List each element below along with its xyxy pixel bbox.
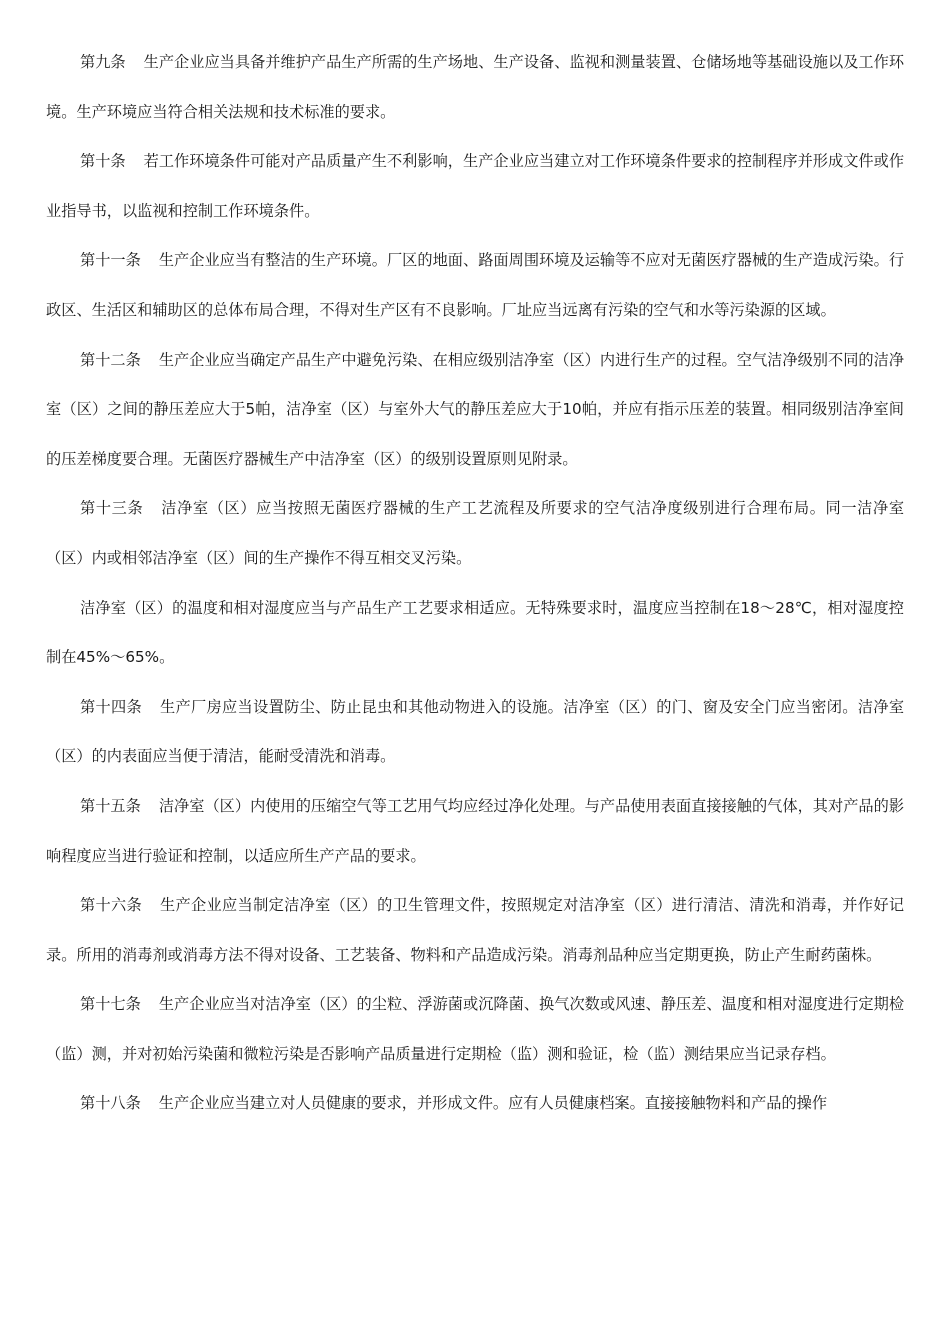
article-number: 第十二条 <box>80 350 141 369</box>
article-text: 洁净室（区）内使用的压缩空气等工艺用气均应经过净化处理。与产品使用表面直接接触的气体，其对产品的影响程度应当进行验证和控制，以适应所生产产品的要求。 <box>46 796 905 865</box>
paragraph-text: 洁净室（区）的温度和相对湿度应当与产品生产工艺要求相适应。无特殊要求时，温度应当控制在18～28℃，相对湿度控制在45%～65%。 <box>46 598 904 667</box>
document-page <box>46 38 904 1129</box>
article-16-paragraph <box>46 881 904 980</box>
article-text: 生产企业应当有整洁的生产环境。厂区的地面、路面周围环境及运输等不应对无菌医疗器械的生产造成污染。行政区、生活区和辅助区的总体布局合理，不得对生产区有不良影响。厂址应当远离有污染的空气和水等污染源的区域。 <box>46 251 905 319</box>
article-number: 第十八条 <box>80 1094 141 1113</box>
article-number: 第十七条 <box>80 995 141 1014</box>
article-9-paragraph <box>46 38 904 137</box>
article-text: 生产厂房应当设置防尘、防止昆虫和其他动物进入的设施。洁净室（区）的门、窗及安全门应当密闭。洁净室（区）的内表面应当便于清洁，能耐受清洗和消毒。 <box>46 697 905 766</box>
article-15-paragraph <box>46 782 904 881</box>
article-17-paragraph <box>46 980 904 1079</box>
temperature-humidity-paragraph <box>46 584 904 683</box>
article-text: 生产企业应当具备并维护产品生产所需的生产场地、生产设备、监视和测量装置、仓储场地等基础设施以及工作环境。生产环境应当符合相关法规和技术标准的要求。 <box>46 53 905 121</box>
article-10-paragraph <box>46 137 904 236</box>
article-number: 第十一条 <box>80 251 141 270</box>
article-11-paragraph <box>46 236 904 335</box>
article-number: 第九条 <box>80 53 126 71</box>
article-text: 生产企业应当对洁净室（区）的尘粒、浮游菌或沉降菌、换气次数或风速、静压差、温度和相对湿度进行定期检（监）测，并对初始污染菌和微粒污染是否影响产品质量进行定期检（监）测和验证，检（监）测结果应当记录存档。 <box>46 995 905 1063</box>
article-number: 第十四条 <box>80 697 143 716</box>
article-text: 生产企业应当确定产品生产中避免污染、在相应级别洁净室（区）内进行生产的过程。空气洁净级别不同的洁净室（区）之间的静压差应大于5帕，洁净室（区）与室外大气的静压差应大于10帕，并应有指示压差的装置。相同级别洁净室间的压差梯度要合理。无菌医疗器械生产中洁净室（区）的级别设置原则见附录。 <box>46 350 905 468</box>
article-number: 第十条 <box>80 152 126 171</box>
article-number: 第十三条 <box>80 499 144 518</box>
article-text: 生产企业应当制定洁净室（区）的卫生管理文件，按照规定对洁净室（区）进行清洁、清洗和消毒，并作好记录。所用的消毒剂或消毒方法不得对设备、工艺装备、物料和产品造成污染。消毒剂品种应当定期更换，防止产生耐药菌株。 <box>46 896 905 964</box>
article-14-paragraph <box>46 683 904 782</box>
article-number: 第十五条 <box>80 796 141 815</box>
article-12-paragraph <box>46 336 904 485</box>
article-18-paragraph <box>46 1079 904 1129</box>
article-13-paragraph <box>46 484 904 583</box>
article-text: 洁净室（区）应当按照无菌医疗器械的生产工艺流程及所要求的空气洁净度级别进行合理布局。同一洁净室（区）内或相邻洁净室（区）间的生产操作不得互相交叉污染。 <box>46 499 905 567</box>
article-text: 若工作环境条件可能对产品质量产生不利影响，生产企业应当建立对工作环境条件要求的控制程序并形成文件或作业指导书，以监视和控制工作环境条件。 <box>46 152 905 220</box>
article-text: 生产企业应当建立对人员健康的要求，并形成文件。应有人员健康档案。直接接触物料和产品的操作 <box>158 1094 827 1113</box>
article-number: 第十六条 <box>80 896 143 915</box>
